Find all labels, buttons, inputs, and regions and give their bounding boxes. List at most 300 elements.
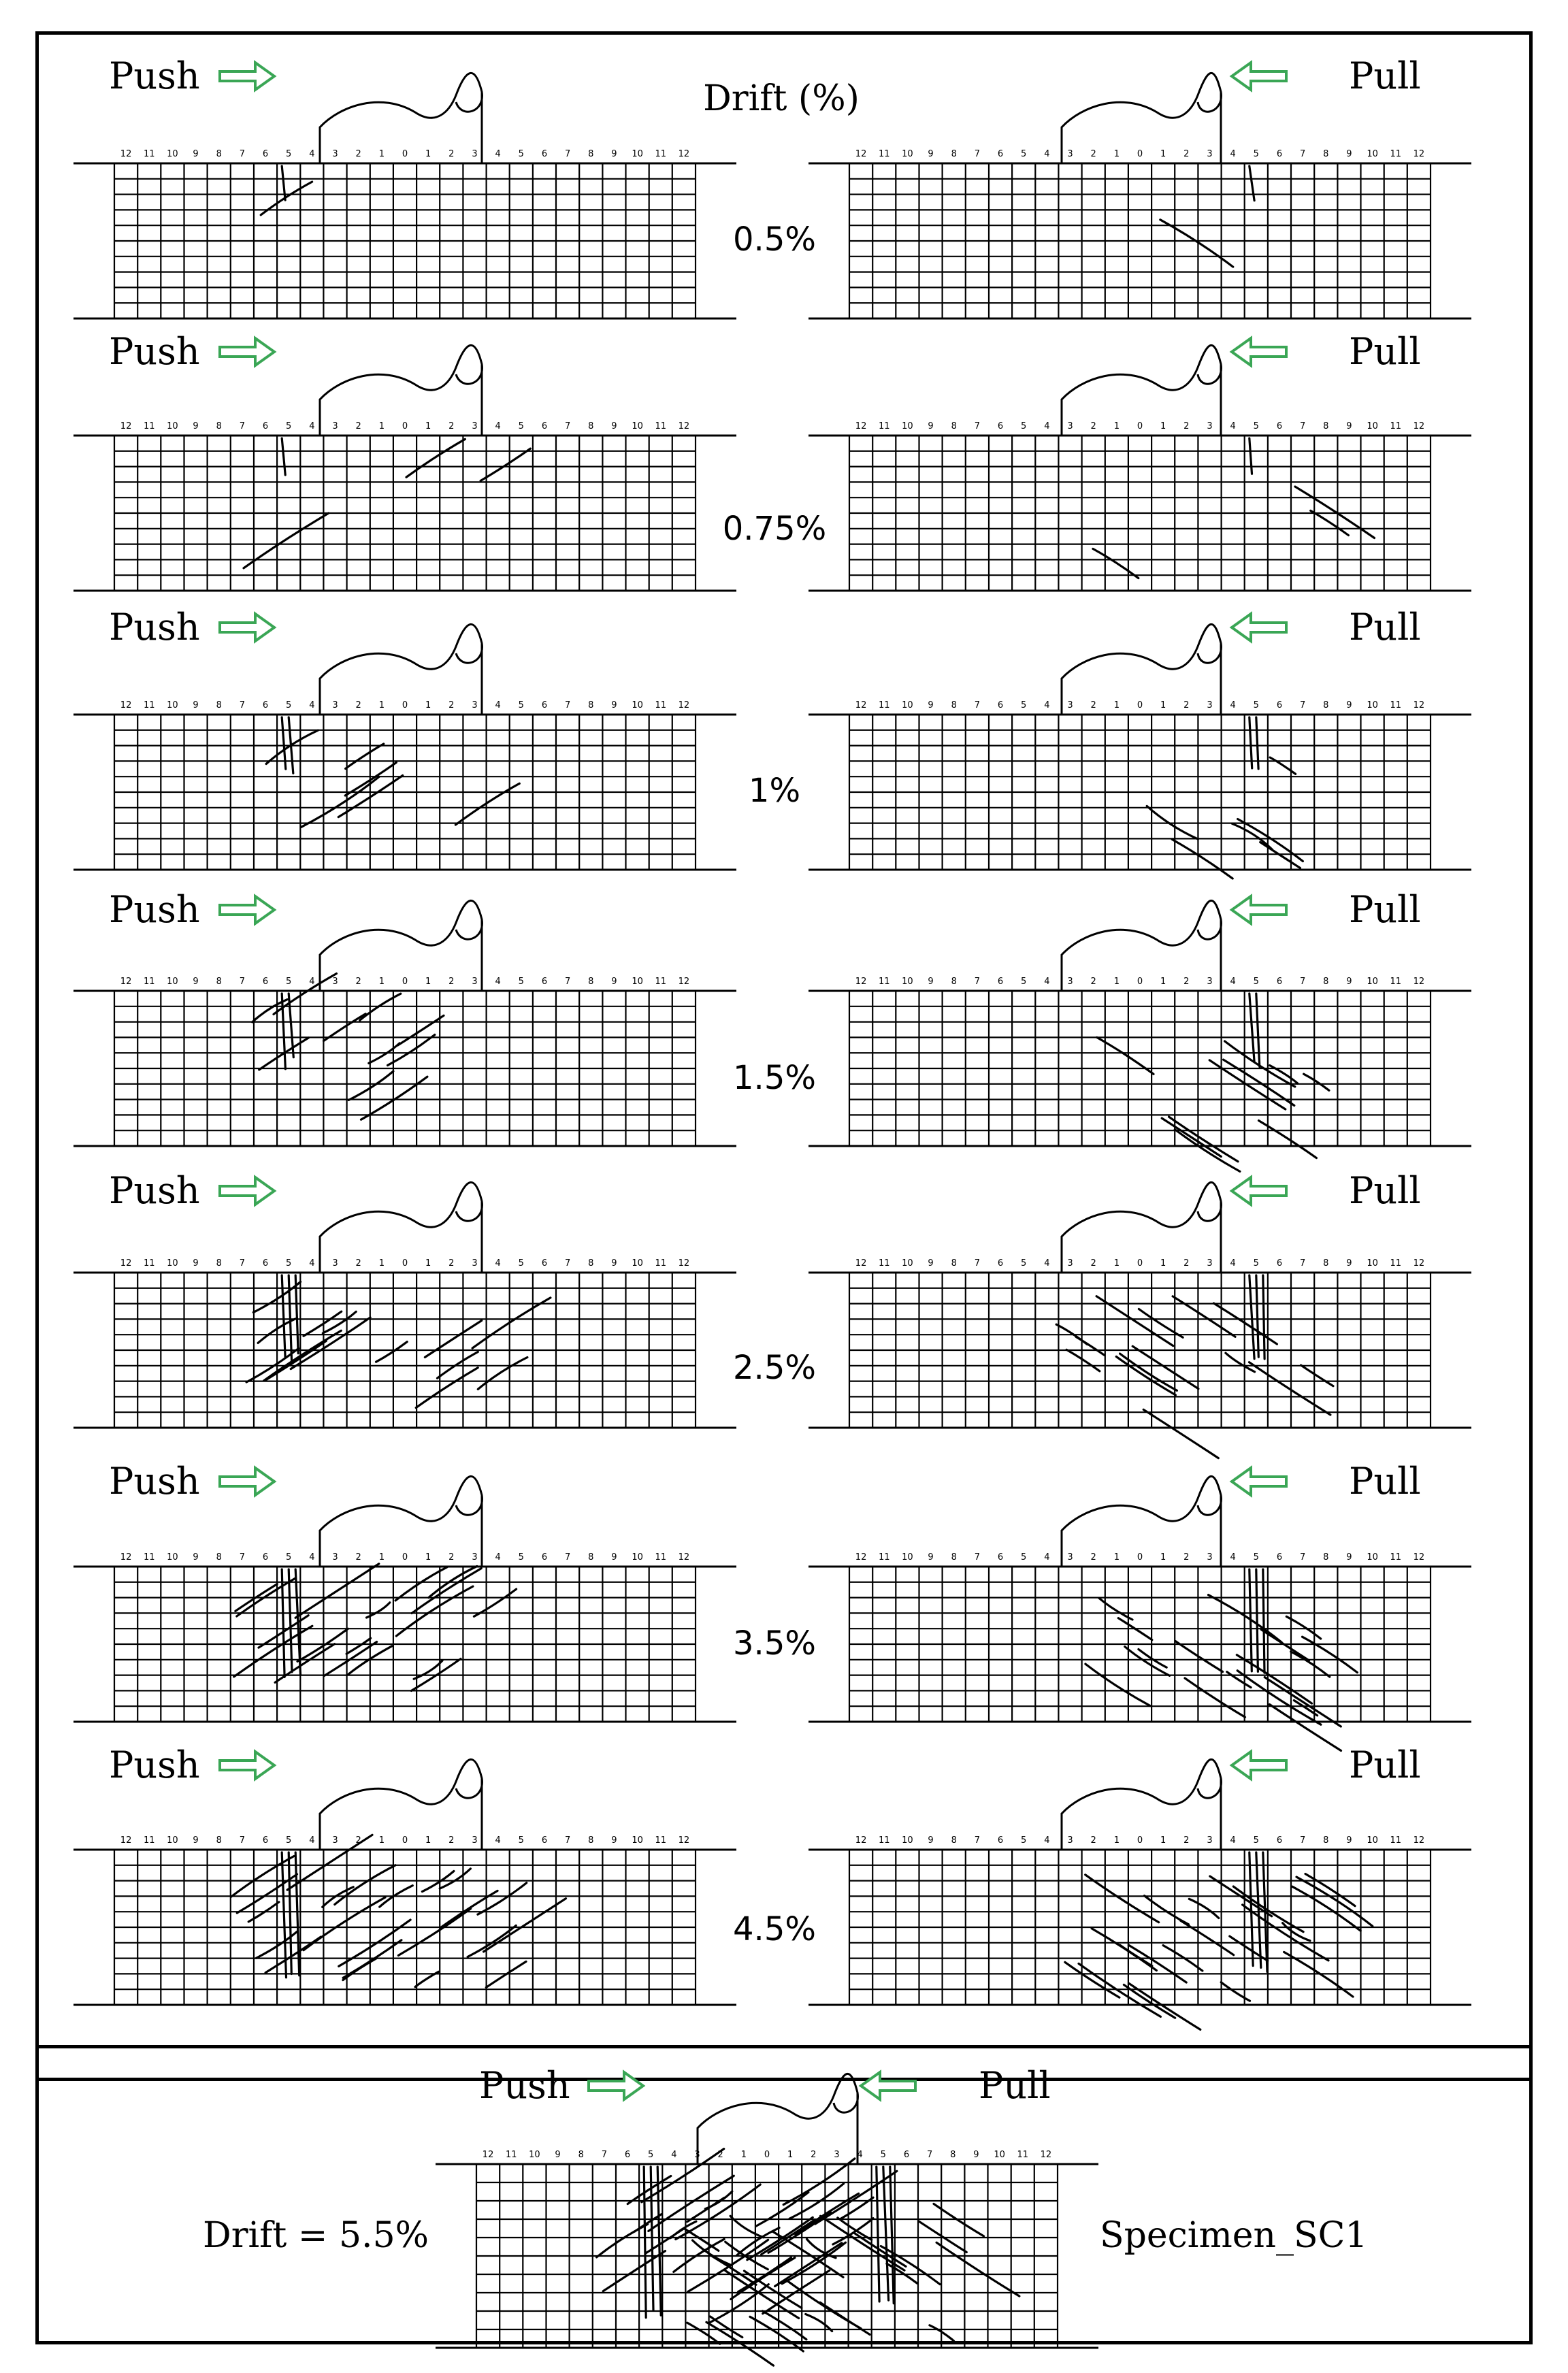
cracks	[246, 1275, 551, 1408]
column-label: 5	[518, 1835, 524, 1846]
arrow-shape	[1232, 614, 1286, 641]
column-label: 9	[193, 1835, 199, 1846]
column-label: 10	[632, 421, 643, 431]
column-label: 0	[402, 421, 408, 431]
arrow-shape	[1232, 338, 1286, 365]
column-label: 5	[1253, 1835, 1259, 1846]
final-panel	[203, 2064, 1368, 2366]
column-label: 1	[1160, 149, 1166, 159]
column-label: 6	[262, 1552, 269, 1562]
column-label: 11	[878, 1835, 890, 1846]
push-arrow-icon	[220, 1177, 274, 1205]
push-arrow-icon	[220, 1752, 274, 1779]
column-label: 5	[1021, 977, 1027, 987]
column-label: 6	[1276, 1835, 1283, 1846]
column-label: 10	[167, 149, 178, 159]
column-label: 3	[332, 977, 338, 987]
column-label: 3	[1067, 1258, 1073, 1269]
column-label: 4	[309, 421, 315, 431]
column-label: 2	[448, 1835, 455, 1846]
push-label: Push	[109, 1460, 200, 1503]
column-label: 10	[632, 1552, 643, 1562]
column-label: 7	[564, 700, 571, 710]
column-label: 5	[518, 1552, 524, 1562]
column-label: 9	[611, 1552, 617, 1562]
grid-lines	[476, 2164, 1058, 2348]
column-label: 7	[239, 1835, 246, 1846]
column-label: 10	[167, 977, 178, 987]
column-label: 11	[655, 1552, 667, 1562]
drift-row	[74, 1169, 1471, 1458]
column-label: 6	[262, 700, 269, 710]
column-label: 6	[262, 1258, 269, 1269]
column-label: 2	[811, 2150, 817, 2160]
column-label: 12	[1413, 700, 1425, 710]
column-label: 0	[1137, 700, 1143, 710]
stub-outline	[320, 1476, 482, 1567]
column-label: 11	[878, 1552, 890, 1562]
push-label: Push	[109, 330, 200, 373]
column-label: 0	[402, 700, 408, 710]
column-label: 9	[928, 149, 934, 159]
column-label: 11	[878, 421, 890, 431]
grid-lines	[849, 163, 1431, 318]
column-label: 6	[262, 149, 269, 159]
column-label: 12	[120, 421, 132, 431]
drift-row	[74, 330, 1471, 591]
column-label: 5	[518, 421, 524, 431]
column-label: 5	[286, 149, 292, 159]
column-label: 7	[974, 1552, 981, 1562]
column-label: 2	[355, 1258, 361, 1269]
column-label: 7	[974, 700, 981, 710]
push-grid	[74, 1835, 736, 2005]
column-label: 12	[678, 1552, 690, 1562]
column-label: 7	[974, 149, 981, 159]
column-label: 1	[1160, 977, 1166, 987]
crack-lines	[1097, 994, 1329, 1171]
column-label: 10	[902, 1835, 913, 1846]
column-label: 7	[564, 421, 571, 431]
column-label: 3	[1067, 149, 1073, 159]
column-label: 4	[495, 1835, 501, 1846]
column-label: 4	[309, 700, 315, 710]
column-label: 8	[1323, 1835, 1329, 1846]
column-label: 8	[588, 1258, 594, 1269]
column-label: 4	[1230, 1552, 1236, 1562]
column-label: 5	[1021, 149, 1027, 159]
column-label: 7	[564, 1552, 571, 1562]
column-label: 11	[655, 1258, 667, 1269]
column-label: 3	[1207, 421, 1213, 431]
arrow-shape	[220, 1468, 274, 1495]
column-label: 11	[143, 149, 155, 159]
column-label: 12	[1040, 2150, 1052, 2160]
column-label: 8	[1323, 149, 1329, 159]
pull-arrow-icon	[1232, 338, 1286, 365]
column-label: 3	[1207, 1552, 1213, 1562]
column-label: 7	[1299, 1258, 1306, 1269]
column-label: 4	[857, 2150, 863, 2160]
column-label: 3	[472, 1258, 478, 1269]
column-label: 12	[678, 700, 690, 710]
column-label: 1	[740, 2150, 747, 2160]
column-label: 2	[1090, 1258, 1096, 1269]
column-label: 12	[855, 1552, 867, 1562]
column-label: 7	[601, 2150, 608, 2160]
column-label: 12	[1413, 1552, 1425, 1562]
column-label: 8	[951, 421, 957, 431]
column-label: 8	[588, 1835, 594, 1846]
column-label: 4	[1044, 977, 1050, 987]
specimen-label: Specimen_SC1	[1100, 2215, 1368, 2256]
column-label: 4	[495, 1258, 501, 1269]
column-label: 11	[143, 1552, 155, 1562]
column-label: 11	[655, 977, 667, 987]
column-label: 9	[611, 421, 617, 431]
column-label: 4	[1230, 1835, 1236, 1846]
column-label: 1	[378, 700, 385, 710]
column-label: 12	[120, 149, 132, 159]
column-label: 0	[1137, 1258, 1143, 1269]
column-label: 3	[1067, 977, 1073, 987]
stub-outline	[320, 345, 482, 436]
column-label: 7	[239, 700, 246, 710]
column-label: 6	[262, 421, 269, 431]
grid-lines	[114, 715, 696, 870]
column-label: 9	[611, 1258, 617, 1269]
column-label: 10	[167, 421, 178, 431]
column-label: 7	[1299, 1835, 1306, 1846]
column-label: 5	[286, 421, 292, 431]
column-label: 4	[495, 977, 501, 987]
column-label: 0	[402, 1258, 408, 1269]
column-label: 0	[764, 2150, 770, 2160]
column-label: 2	[1090, 421, 1096, 431]
column-label: 4	[1044, 1258, 1050, 1269]
column-label: 7	[239, 421, 246, 431]
column-label: 2	[1090, 977, 1096, 987]
pull-grid	[808, 1258, 1471, 1428]
column-label: 10	[1367, 1835, 1378, 1846]
column-label: 8	[951, 1258, 957, 1269]
column-label: 3	[332, 1258, 338, 1269]
column-label: 12	[1413, 149, 1425, 159]
column-label: 2	[448, 1552, 455, 1562]
column-label: 9	[611, 1835, 617, 1846]
column-label: 9	[1346, 1552, 1352, 1562]
column-label: 8	[950, 2150, 956, 2160]
column-label: 4	[309, 1552, 315, 1562]
column-label: 11	[655, 421, 667, 431]
column-label: 6	[541, 1258, 548, 1269]
column-label: 3	[1207, 1258, 1213, 1269]
push-arrow-icon	[220, 338, 274, 365]
column-label: 9	[928, 700, 934, 710]
column-label: 10	[632, 977, 643, 987]
drift-row	[74, 1744, 1471, 2029]
arrow-shape	[589, 2072, 643, 2099]
column-label: 2	[1090, 1835, 1096, 1846]
column-label: 7	[564, 977, 571, 987]
column-label: 9	[193, 421, 199, 431]
column-label: 2	[355, 421, 361, 431]
column-label: 4	[1044, 1835, 1050, 1846]
column-label: 9	[193, 1552, 199, 1562]
drift-value: 0.5%	[733, 220, 816, 259]
column-label: 2	[448, 700, 455, 710]
column-label: 1	[1113, 1258, 1120, 1269]
column-label: 7	[239, 149, 246, 159]
column-label: 11	[143, 977, 155, 987]
column-label: 5	[648, 2150, 654, 2160]
column-label: 3	[472, 1835, 478, 1846]
push-label: Push	[109, 606, 200, 649]
pull-grid	[808, 149, 1471, 318]
column-label: 1	[378, 1835, 385, 1846]
arrow-shape	[220, 338, 274, 365]
grid-lines	[849, 1567, 1431, 1722]
column-label: 8	[578, 2150, 584, 2160]
column-label: 12	[120, 1835, 132, 1846]
column-label: 6	[262, 977, 269, 987]
column-label: 7	[1299, 977, 1306, 987]
arrow-shape	[220, 1752, 274, 1779]
stub-outline	[320, 1759, 482, 1850]
pull-arrow-icon	[1232, 1468, 1286, 1495]
column-label: 3	[1067, 1552, 1073, 1562]
arrow-shape	[1232, 63, 1286, 90]
column-label: 4	[1230, 1258, 1236, 1269]
column-label: 4	[495, 700, 501, 710]
pull-grid	[808, 1552, 1471, 1722]
loading-stub-icon	[320, 345, 482, 436]
column-label: 12	[678, 1835, 690, 1846]
column-label: 10	[902, 700, 913, 710]
drift-value: 0.75%	[722, 510, 827, 548]
grid-lines	[114, 1273, 696, 1428]
column-label: 3	[1207, 700, 1213, 710]
column-label: 11	[505, 2150, 517, 2160]
column-label: 6	[997, 700, 1004, 710]
column-label: 12	[1413, 421, 1425, 431]
column-label: 0	[1137, 977, 1143, 987]
pull-label: Pull	[1349, 54, 1421, 97]
crack-lines	[244, 438, 530, 568]
column-label: 12	[120, 1552, 132, 1562]
grid-lines	[849, 1850, 1431, 2005]
column-label: 11	[143, 1835, 155, 1846]
drift-value: 1.5%	[733, 1059, 816, 1097]
column-label: 5	[286, 1835, 292, 1846]
column-label: 10	[1367, 700, 1378, 710]
column-label: 1	[425, 149, 431, 159]
column-label: 3	[1067, 421, 1073, 431]
push-label: Push	[109, 1744, 200, 1786]
column-label: 3	[332, 149, 338, 159]
column-label: 2	[1090, 700, 1096, 710]
column-label: 5	[518, 1258, 524, 1269]
column-label: 8	[1323, 700, 1329, 710]
column-label: 8	[1323, 1552, 1329, 1562]
grid-lines	[849, 715, 1431, 870]
drift-value: 4.5%	[733, 1910, 816, 1948]
column-label: 10	[1367, 1552, 1378, 1562]
column-label: 11	[878, 149, 890, 159]
column-label: 6	[997, 149, 1004, 159]
column-label: 4	[309, 149, 315, 159]
loading-stub-icon	[320, 1182, 482, 1273]
column-label: 11	[1390, 421, 1402, 431]
column-label: 9	[1346, 977, 1352, 987]
column-label: 10	[902, 1552, 913, 1562]
pull-arrow-icon	[1232, 1752, 1286, 1779]
column-label: 10	[994, 2150, 1005, 2160]
column-label: 12	[855, 977, 867, 987]
arrow-shape	[220, 63, 274, 90]
arrow-shape	[861, 2072, 915, 2099]
column-label: 1	[1113, 700, 1120, 710]
column-label: 10	[632, 700, 643, 710]
pull-grid	[808, 977, 1471, 1146]
column-label: 10	[902, 977, 913, 987]
column-label: 2	[355, 700, 361, 710]
column-label: 8	[216, 1552, 222, 1562]
column-label: 4	[309, 1835, 315, 1846]
column-label: 8	[216, 1258, 222, 1269]
column-label: 12	[855, 421, 867, 431]
drift-value: 1%	[748, 772, 801, 810]
column-label: 5	[1021, 1258, 1027, 1269]
column-label: 2	[355, 1835, 361, 1846]
pull-arrow-icon	[1232, 896, 1286, 923]
column-label: 6	[903, 2150, 910, 2160]
column-label: 1	[425, 1552, 431, 1562]
column-label: 10	[902, 1258, 913, 1269]
crack-lines	[252, 974, 444, 1120]
column-label: 8	[588, 977, 594, 987]
column-label: 5	[286, 1258, 292, 1269]
column-label: 9	[928, 421, 934, 431]
column-label: 3	[472, 977, 478, 987]
column-label: 11	[1390, 700, 1402, 710]
column-label: 8	[1323, 1258, 1329, 1269]
column-label: 4	[1044, 149, 1050, 159]
column-label: 1	[378, 149, 385, 159]
column-label: 9	[928, 1835, 934, 1846]
column-label: 10	[167, 1258, 178, 1269]
cracks	[244, 438, 530, 568]
column-label: 6	[541, 149, 548, 159]
column-label: 0	[1137, 1835, 1143, 1846]
column-label: 9	[1346, 1258, 1352, 1269]
pull-grid	[808, 421, 1471, 591]
column-label: 2	[1183, 977, 1190, 987]
column-label: 3	[1067, 1835, 1073, 1846]
pull-label: Pull	[1349, 1169, 1421, 1212]
drift-title: Drift (%)	[703, 78, 860, 119]
column-label: 11	[655, 149, 667, 159]
push-arrow-icon	[220, 1468, 274, 1495]
column-label: 8	[588, 149, 594, 159]
column-label: 7	[564, 149, 571, 159]
column-label: 10	[167, 1552, 178, 1562]
column-label: 6	[1276, 149, 1283, 159]
cracks	[252, 974, 444, 1120]
column-label: 11	[1390, 149, 1402, 159]
column-label: 11	[1390, 977, 1402, 987]
arrow-shape	[1232, 896, 1286, 923]
column-label: 9	[555, 2150, 561, 2160]
column-label: 2	[1183, 1835, 1190, 1846]
grid-lines	[114, 1567, 696, 1722]
column-label: 12	[678, 149, 690, 159]
column-label: 11	[143, 1258, 155, 1269]
stub-outline	[320, 1182, 482, 1273]
column-label: 4	[1230, 149, 1236, 159]
pull-label: Pull	[1349, 1460, 1421, 1503]
column-label: 3	[694, 2150, 700, 2160]
column-label: 3	[472, 149, 478, 159]
column-label: 8	[951, 149, 957, 159]
column-label: 9	[928, 977, 934, 987]
crack-lines	[246, 1275, 551, 1408]
grid-lines	[114, 991, 696, 1146]
column-label: 11	[143, 700, 155, 710]
column-label: 9	[1346, 421, 1352, 431]
column-label: 9	[193, 1258, 199, 1269]
column-label: 0	[1137, 1552, 1143, 1562]
column-label: 2	[355, 149, 361, 159]
crack-lines	[1065, 1852, 1373, 2029]
column-label: 9	[193, 149, 199, 159]
column-label: 0	[402, 977, 408, 987]
column-label: 6	[541, 1835, 548, 1846]
column-label: 2	[1183, 1552, 1190, 1562]
stub-outline	[320, 900, 482, 991]
column-label: 10	[167, 1835, 178, 1846]
column-label: 2	[1183, 700, 1190, 710]
column-label: 10	[167, 700, 178, 710]
push-grid	[74, 421, 736, 591]
column-label: 6	[541, 421, 548, 431]
push-arrow-icon	[220, 614, 274, 641]
column-label: 1	[1160, 1258, 1166, 1269]
arrow-shape	[220, 1177, 274, 1205]
column-label: 11	[655, 700, 667, 710]
column-label: 10	[902, 149, 913, 159]
column-label: 6	[1276, 1552, 1283, 1562]
stub-outline	[320, 624, 482, 715]
column-label: 7	[926, 2150, 933, 2160]
column-label: 11	[1390, 1835, 1402, 1846]
column-label: 1	[1160, 700, 1166, 710]
column-label: 5	[286, 1552, 292, 1562]
column-label: 8	[216, 1835, 222, 1846]
column-label: 5	[518, 149, 524, 159]
push-grid	[74, 1552, 736, 1722]
column-label: 11	[1390, 1258, 1402, 1269]
column-label: 8	[588, 421, 594, 431]
column-label: 6	[1276, 1258, 1283, 1269]
column-label: 11	[143, 421, 155, 431]
column-label: 0	[1137, 421, 1143, 431]
column-label: 3	[332, 421, 338, 431]
column-label: 5	[1253, 977, 1259, 987]
column-label: 5	[1253, 421, 1259, 431]
cracks	[261, 166, 312, 215]
column-label: 10	[632, 149, 643, 159]
